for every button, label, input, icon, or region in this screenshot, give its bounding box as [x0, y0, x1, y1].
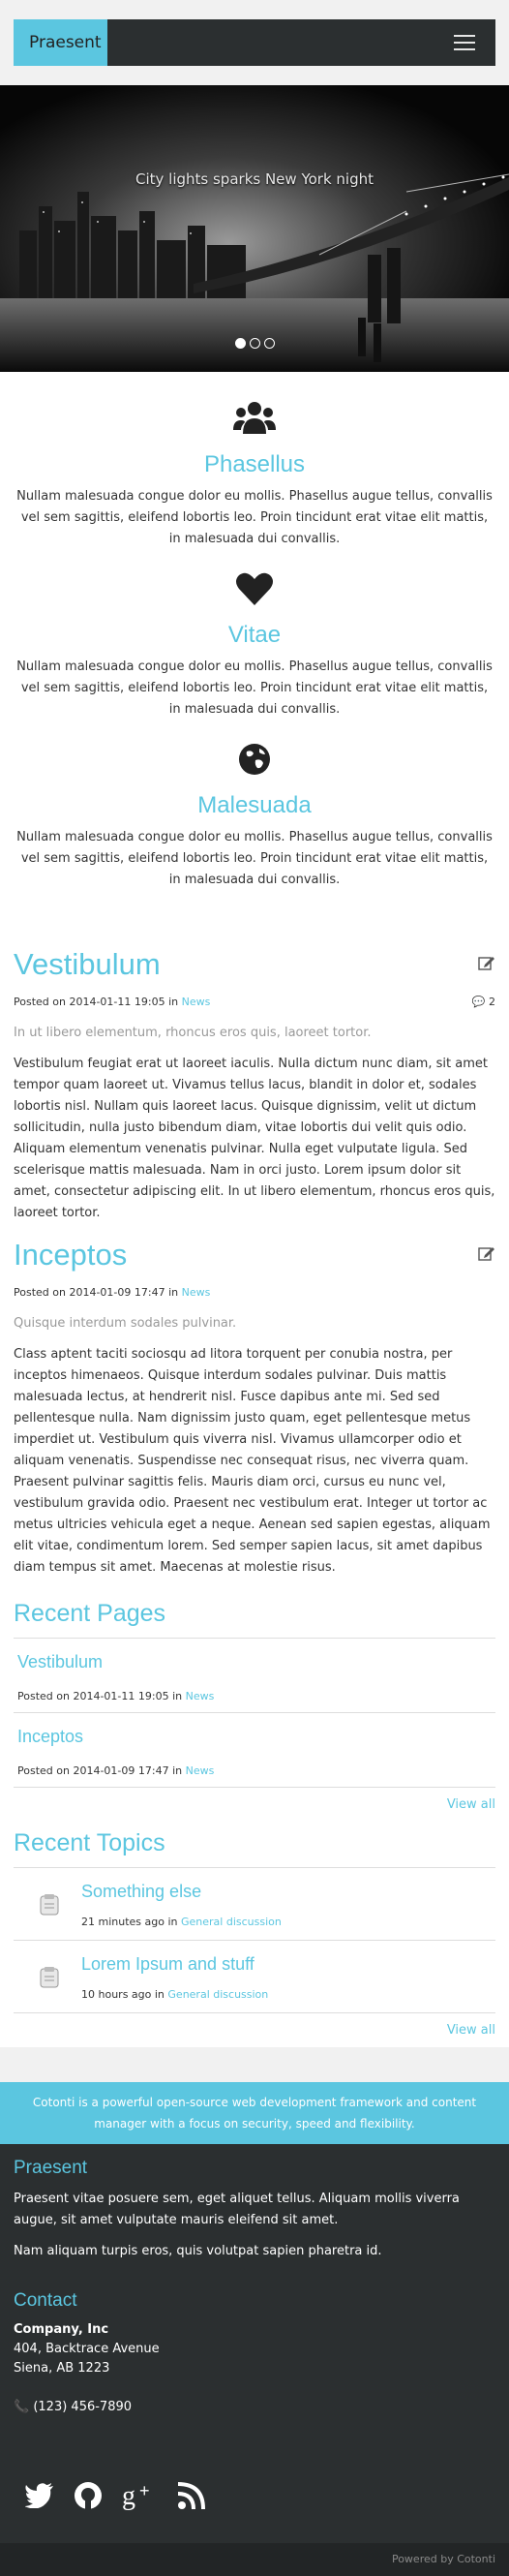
globe-icon [14, 740, 495, 779]
svg-text:g: g [122, 2481, 135, 2510]
topic-content [81, 1882, 282, 1928]
social-links [14, 2417, 495, 2543]
topic-time: 10 hours ago in [81, 1988, 165, 2001]
view-all-pages-link[interactable]: View all [446, 1797, 495, 1812]
post-lead: Quisque interdum sodales pulvinar. [14, 1316, 237, 1331]
slider-dot-1[interactable] [235, 338, 246, 349]
main-content [0, 928, 509, 2047]
slider-dot-3[interactable] [264, 338, 275, 349]
feature-title: Malesuada [197, 792, 312, 818]
view-all-topics-link[interactable]: View all [446, 2023, 495, 2038]
phone-number: (123) 456-7890 [33, 2400, 133, 2414]
slider-dots [0, 338, 509, 349]
feature-text: Nullam malesuada congue dolor eu mollis. Phasellus augue tellus, convallis vel sem sagittis, eleifend lobortis leo. Proin tincidunt erat vitae elit mattis, in malesuada dui convallis. [16, 830, 493, 887]
address-line-1: 404, Backtrace Avenue [14, 2342, 160, 2356]
post-lead: In ut libero elementum, rhoncus eros quis, laoreet tortor. [14, 1026, 372, 1040]
google-plus-icon[interactable] [122, 2481, 159, 2514]
edit-icon[interactable] [478, 1245, 495, 1265]
recent-page-meta [17, 1764, 492, 1777]
rss-icon[interactable] [178, 2482, 205, 2513]
post-meta [14, 1286, 495, 1299]
recent-pages-view-all [14, 1788, 495, 1822]
post-body: Vestibulum feugiat erat ut laoreet iaculis. Nulla dictum nunc diam, sit amet tempor quam laoreet ut. Vivamus tellus lacus, blandit in dolor et, sodales lobortis nisl. Nullam quis laoreet lacus. Quisque dignissim, velit ut dictum sollicitudin, nulla justo bibendum diam, vitae lobortis dui velit quis odio. Aliquam elementum venenatis pulvinar. Nulla eget vulputate ligula. Sed scelerisque mattis malesuada. Nam in orci justo. Lorem ipsum dolor sit amet, consectetur adipiscing elit. In ut libero elementum, rhoncus eros quis, laoreet tortor. [14, 1057, 495, 1220]
post-date: Posted on 2014-01-11 19:05 in [14, 996, 179, 1008]
hamburger-icon-bar [454, 48, 475, 50]
topic-item [14, 1941, 495, 2013]
recent-page-link[interactable]: Vestibulum [17, 1652, 104, 1671]
post-meta-text [14, 1286, 210, 1299]
menu-toggle-button[interactable] [434, 19, 495, 66]
post-header [14, 1238, 495, 1273]
recent-page-date: Posted on 2014-01-09 17:47 in [17, 1764, 183, 1777]
topic-icon [17, 1894, 81, 1916]
topic-icon [17, 1967, 81, 1988]
brand-logo[interactable]: Praesent [14, 19, 107, 66]
post-body: Class aptent taciti sociosqu ad litora torquent per conubia nostra, per inceptos himenaeos. Quisque interdum sodales pulvinar. Duis mattis malesuada lectus, at hendrerit nisl. Fusce dapibus ante mi. Sed sed pellentesque nulla. Nam dignissim justo quam, eget pellentesque metus imperdiet ut. Vestibulum quis viverra nisl. Vivamus ullamcorper odio et aliquam venenatis. Suspendisse nec consequat risus, nec viverra quam. Praesent pulvinar sagittis felis. Mauris diam orci, cursus eu nunc vel, vestibulum gravida odio. Praesent nec vestibulum erat. Integer ut tortor ac metus ultricies vehicula eget a neque. Aenean sed sapien egestas, aliquam elit vitae, condimentum lorem. Sed semper sapien lacus, sit amet dapibus diam tempus sit amet. Maecenas at molestie risus. [14, 1347, 491, 1575]
edit-icon[interactable] [478, 955, 495, 974]
phone-line [14, 2398, 495, 2417]
topic-link[interactable]: Lorem Ipsum and stuff [81, 1954, 254, 1974]
footer [0, 2144, 509, 2543]
users-icon [14, 399, 495, 438]
topic-forum-link[interactable]: General discussion [181, 1916, 282, 1928]
powered-by[interactable]: Powered by Cotonti [0, 2543, 509, 2576]
github-icon[interactable] [74, 2481, 103, 2514]
feature-text: Nullam malesuada congue dolor eu mollis. Phasellus augue tellus, convallis vel sem sagittis, eleifend lobortis leo. Proin tincidunt erat vitae elit mattis, in malesuada dui convallis. [16, 489, 493, 546]
city-night-image [0, 85, 509, 372]
address-line-2: Siena, AB 1223 [14, 2361, 110, 2376]
footer-about-title: Praesent [14, 2158, 88, 2178]
image-slider[interactable] [0, 85, 509, 372]
topic-content [81, 1954, 268, 2001]
post [14, 1238, 495, 1579]
topic-link[interactable]: Something else [81, 1882, 202, 1901]
heart-icon [14, 569, 495, 608]
topic-forum-link[interactable]: General discussion [167, 1988, 269, 2001]
features-section [0, 372, 509, 928]
recent-pages-title: Recent Pages [14, 1600, 495, 1639]
recent-page-category-link[interactable]: News [185, 1764, 215, 1777]
post-date: Posted on 2014-01-09 17:47 in [14, 1286, 179, 1299]
post-meta-text [14, 996, 210, 1008]
comments-icon: 💬 [471, 996, 486, 1008]
comments-number: 2 [489, 996, 495, 1008]
feature-title: Vitae [227, 622, 282, 648]
slider-dot-2[interactable] [250, 338, 260, 349]
recent-page-link[interactable]: Inceptos [17, 1727, 84, 1746]
topic-meta [81, 1916, 282, 1928]
phone-icon: 📞 [14, 2400, 30, 2414]
feature-text: Nullam malesuada congue dolor eu mollis. Phasellus augue tellus, convallis vel sem sagittis, eleifend lobortis leo. Proin tincidunt erat vitae elit mattis, in malesuada dui convallis. [16, 659, 493, 717]
hamburger-icon-bar [454, 42, 475, 44]
post-meta [14, 996, 495, 1008]
post-category-link[interactable]: News [181, 1286, 211, 1299]
slide-caption: City lights sparks New York night [135, 170, 374, 188]
navbar [14, 19, 495, 66]
hamburger-icon-bar [454, 35, 475, 37]
recent-page-date: Posted on 2014-01-11 19:05 in [17, 1690, 183, 1702]
header [0, 0, 509, 85]
post [14, 947, 495, 1224]
feature-title: Phasellus [203, 451, 306, 477]
about-banner: Cotonti is a powerful open-source web development framework and content manager with a focus on security, speed and flexibility. [0, 2082, 509, 2144]
company-name: Company, Inc [14, 2322, 109, 2337]
recent-topics-view-all [14, 2013, 495, 2047]
recent-topics-title: Recent Topics [14, 1829, 495, 1868]
post-title-link[interactable]: Inceptos [14, 1238, 128, 1272]
topic-item [14, 1868, 495, 1941]
recent-page-category-link[interactable]: News [185, 1690, 215, 1702]
post-header [14, 947, 495, 982]
twitter-icon[interactable] [25, 2483, 54, 2512]
footer-about-text-2: Nam aliquam turpis eros, quis volutpat sapien pharetra id. [14, 2244, 382, 2258]
post-title-link[interactable]: Vestibulum [14, 947, 161, 981]
topic-meta [81, 1988, 268, 2001]
contact-block [14, 2291, 495, 2417]
feature-item [14, 569, 495, 721]
post-category-link[interactable]: News [181, 996, 211, 1008]
svg-text:+: + [139, 2481, 150, 2500]
feature-item [14, 740, 495, 891]
recent-page-item [14, 1639, 495, 1713]
recent-page-meta [17, 1690, 492, 1702]
comments-count[interactable] [472, 996, 495, 1008]
topic-time: 21 minutes ago in [81, 1916, 178, 1928]
feature-item [14, 399, 495, 550]
footer-about-text-1: Praesent vitae posuere sem, eget aliquet tellus. Aliquam mollis viverra augue, sit amet vulputate mauris eleifend sit amet. [14, 2192, 460, 2227]
contact-title: Contact [14, 2290, 77, 2311]
recent-page-item [14, 1713, 495, 1788]
